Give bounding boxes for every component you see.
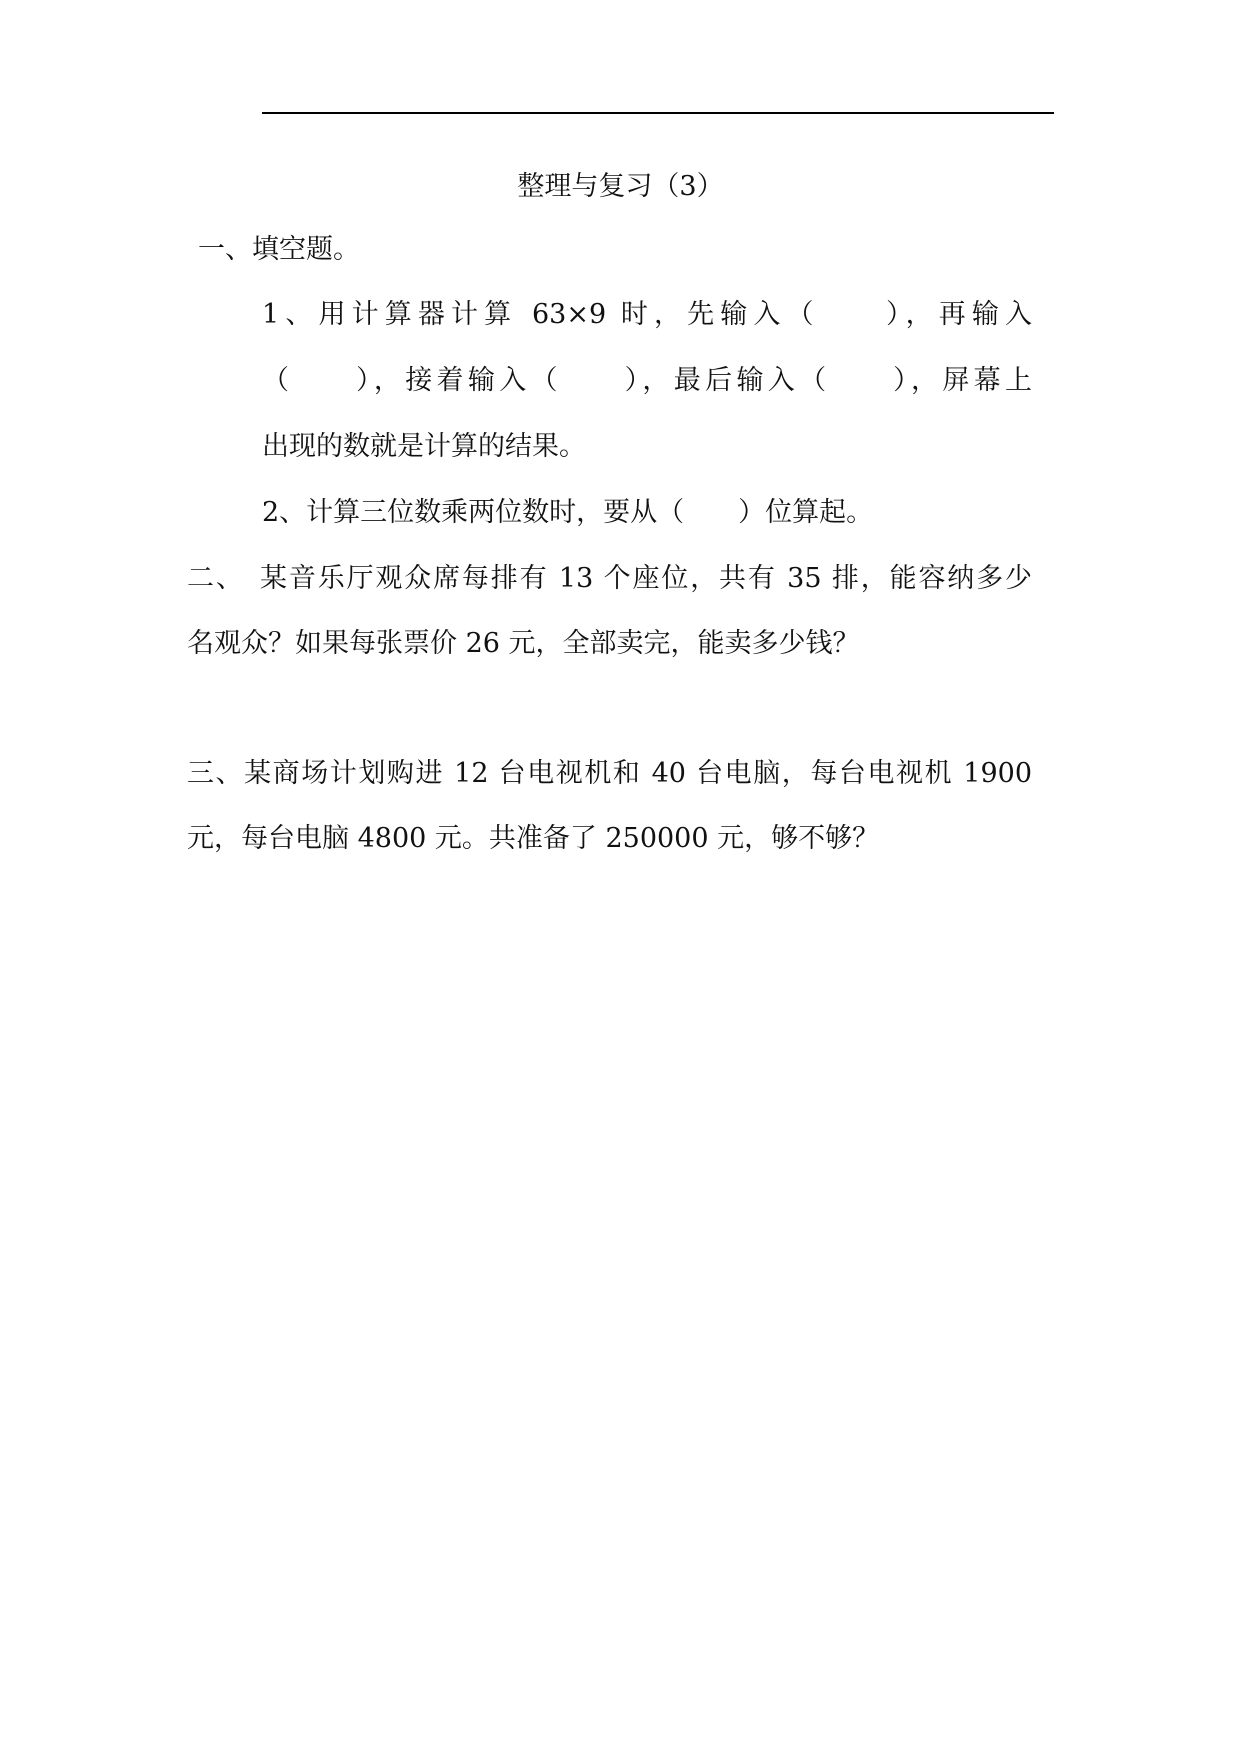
section2-line1: 二、 某音乐厅观众席每排有 13 个座位，共有 35 排，能容纳多少 bbox=[187, 563, 1032, 594]
header-rule bbox=[262, 112, 1054, 114]
section1-heading: 一、填空题。 bbox=[198, 234, 360, 265]
question1-line1: 1、用计算器计算 63×9 时，先输入（ ），再输入 bbox=[262, 299, 1032, 330]
question2: 2、计算三位数乘两位数时，要从（ ）位算起。 bbox=[262, 497, 874, 528]
section3-line2: 元，每台电脑 4800 元。共准备了 250000 元，够不够？ bbox=[187, 823, 880, 854]
section2-line2: 名观众？如果每张票价 26 元，全部卖完，能卖多少钱？ bbox=[187, 628, 860, 659]
question1-line3: 出现的数就是计算的结果。 bbox=[262, 431, 586, 462]
section3-line1: 三、某商场计划购进 12 台电视机和 40 台电脑，每台电视机 1900 bbox=[187, 758, 1032, 789]
page-title: 整理与复习（3） bbox=[517, 171, 724, 202]
question1-line2: （ ），接着输入（ ），最后输入（ ），屏幕上 bbox=[262, 365, 1032, 396]
